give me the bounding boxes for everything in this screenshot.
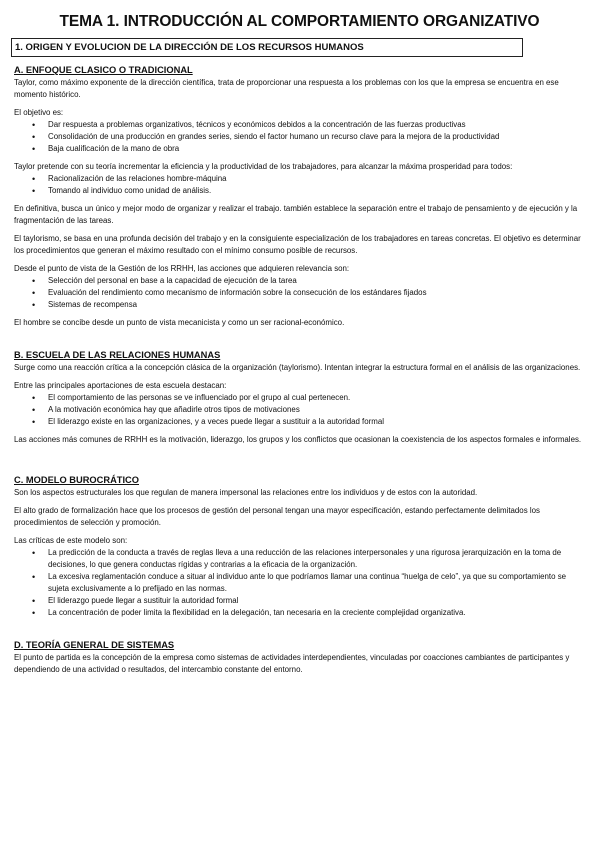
contrib-label: Entre las principales aportaciones de esta escuela destacan: <box>14 381 227 390</box>
list-item: • El liderazgo existe en las organizaciones, y a veces puede llegar a sustituir a la autoridad formal <box>14 416 586 428</box>
list-item: • Consolidación de una producción en grandes series, siendo el factor humano un recurso clave para la mejora de la productividad <box>14 131 586 143</box>
document-body <box>14 64 586 682</box>
list-item: • Racionalización de las relaciones hombre-máquina <box>14 173 586 185</box>
objectives-list <box>14 119 586 155</box>
list-item: • La predicción de la conducta a través de reglas lleva a una reducción de las relaciones interpersonales y una rigurosa jerarquización en la toma de decisiones, lo que genera conductas rígidas y contrarias a la eficacia de la organización. <box>14 547 586 571</box>
section-c-heading: C. MODELO BUROCRÁTICO <box>14 475 139 485</box>
section-a-closing: El hombre se concibe desde un punto de vista mecanicista y como un ser racional-económico. <box>14 318 345 327</box>
main-section-heading: 1. ORIGEN Y EVOLUCION DE LA DIRECCIÓN DE LOS RECURSOS HUMANOS <box>11 38 523 57</box>
section-b-heading: B. ESCUELA DE LAS RELACIONES HUMANAS <box>14 350 221 360</box>
document-title: TEMA 1. INTRODUCCIÓN AL COMPORTAMIENTO ORGANIZATIVO <box>59 13 540 30</box>
section-d-heading: D. TEORÍA GENERAL DE SISTEMAS <box>14 640 175 650</box>
list-item: • Tomando al individuo como unidad de análisis. <box>14 185 586 197</box>
section-a-paragraph-2: El taylorismo, se basa en una profunda decisión del trabajo y en la consiguiente especialización de los trabajadores en tareas concretas. El objetivo es determinar los procedimientos que generan el máximo resultado con el mínimo consumo posible de recursos. <box>14 234 581 255</box>
list-item: • Baja cualificación de la mano de obra <box>14 143 586 155</box>
section-b-closing: Las acciones más comunes de RRHH es la motivación, liderazgo, los grupos y los conflictos que ocasionan la coexistencia de los aspectos formales e informales. <box>14 435 582 444</box>
list-item: • Sistemas de recompensa <box>14 299 586 311</box>
rrhh-list <box>14 275 586 311</box>
section-c-intro: Son los aspectos estructurales los que regulan de manera impersonal las relaciones entre los individuos y de estos con la autoridad. <box>14 488 478 497</box>
section-d-intro: El punto de partida es la concepción de la empresa como sistemas de actividades interdependientes, vinculadas por coacciones cambiantes de participantes y dependiendo de una actividad o resultados, del intercambio constante del entorno. <box>14 653 570 674</box>
list-item: • La excesiva reglamentación conduce a situar al individuo ante lo que podríamos llamar una continua “huelga de celo”, ya que su comportamiento se sujeta exclusivamente a lo prefijado en las normas. <box>14 571 586 595</box>
list-item: • Dar respuesta a problemas organizativos, técnicos y económicos debidos a la concentración de las fuerzas productivas <box>14 119 586 131</box>
rrhh-label: Desde el punto de vista de la Gestión de los RRHH, las acciones que adquieren relevancia son: <box>14 264 350 273</box>
section-b-intro: Surge como una reacción crítica a la concepción clásica de la organización (taylorismo). Intentan integrar la estructura formal en el análisis de las organizaciones. <box>14 363 581 372</box>
taylor-list <box>14 173 586 197</box>
list-item: • La concentración de poder limita la flexibilidad en la delegación, tan necesaria en la creciente complejidad organizativa. <box>14 607 586 619</box>
list-item: • A la motivación económica hay que añadirle otros tipos de motivaciones <box>14 404 586 416</box>
list-item: • Selección del personal en base a la capacidad de ejecución de la tarea <box>14 275 586 287</box>
section-a-paragraph-1: En definitiva, busca un único y mejor modo de organizar y realizar el trabajo. también establece la separación entre el trabajo de pensamiento y de ejecución y la fragmentación de las tareas. <box>14 204 578 225</box>
contrib-list <box>14 392 586 428</box>
critics-list <box>14 547 586 619</box>
section-a-intro: Taylor, como máximo exponente de la dirección científica, trata de proporcionar una respuesta a los problemas con los que la empresa se encuentra en ese momento histórico. <box>14 78 559 99</box>
section-a-heading: A. ENFOQUE CLASICO O TRADICIONAL <box>14 65 193 75</box>
objectives-label: El objetivo es: <box>14 108 64 117</box>
taylor-paragraph: Taylor pretende con su teoría incrementar la eficiencia y la productividad de los trabajadores, para alcanzar la máxima prosperidad para todos: <box>14 162 513 171</box>
list-item: • Evaluación del rendimiento como mecanismo de información sobre la consecución de los estándares fijados <box>14 287 586 299</box>
critics-label: Las críticas de este modelo son: <box>14 536 128 545</box>
list-item: • El liderazgo puede llegar a sustituir la autoridad formal <box>14 595 586 607</box>
section-c-paragraph-1: El alto grado de formalización hace que los procesos de gestión del personal tengan una mayor especificación, estando perfectamente delimitados los procedimientos de selección y promoción. <box>14 506 540 527</box>
list-item: • El comportamiento de las personas se ve influenciado por el grupo al cual pertenecen. <box>14 392 586 404</box>
